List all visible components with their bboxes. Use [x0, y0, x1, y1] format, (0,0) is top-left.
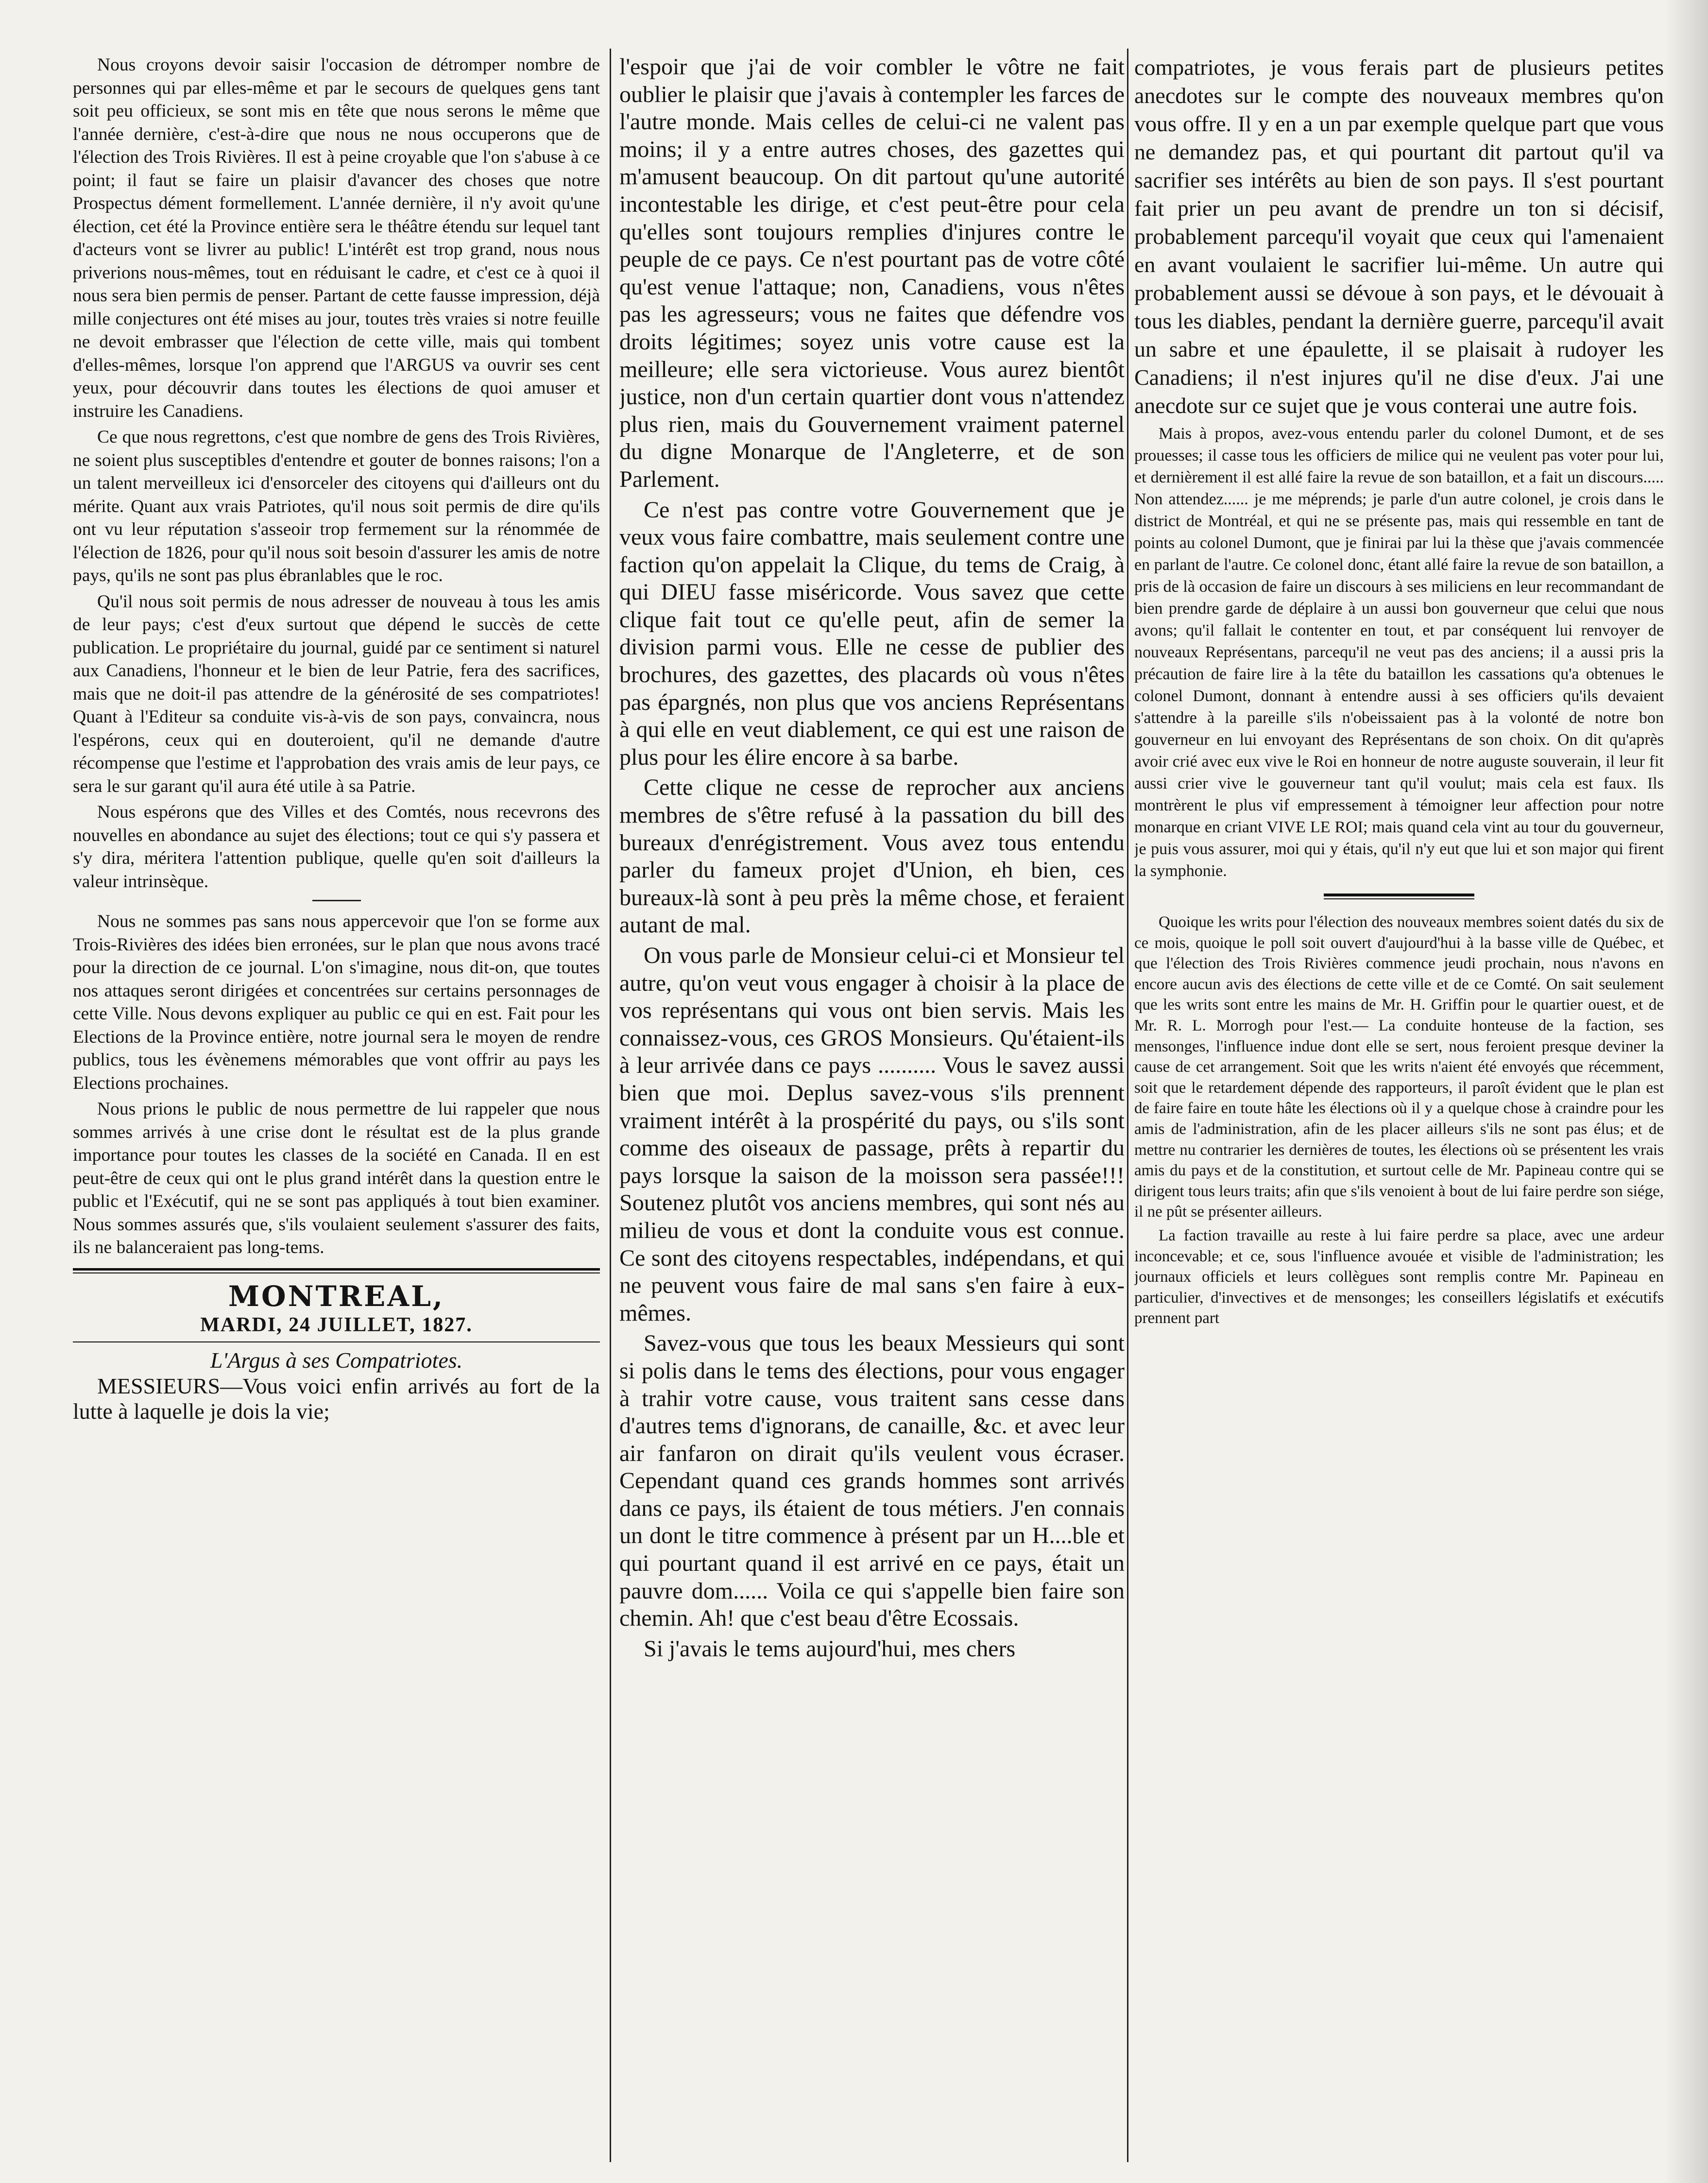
- article-paragraph: La faction travaille au reste à lui faire perdre sa place, avec une ardeur inconcevable; et ce, sous l'influence avouée et visible de l'administration; les journaux officiels et leurs collègues sont remplis contre Mr. Papineau en particulier, d'invectives et de mensonges; les conseillers législatifs et exécutifs prennent part: [1134, 1226, 1664, 1327]
- column-right: [1134, 53, 1664, 2157]
- column-left: [73, 53, 600, 2157]
- article-paragraph: On vous parle de Monsieur celui-ci et Monsieur tel autre, qu'on veut vous engager à choisir à la place de vos représentans qui vous ont bien servis. Mais les connaissez-vous, ces GROS Monsieurs. Qu'étaient-ils à leur arrivée dans ce pays .......... Vous le savez aussi bien que moi. Deplus savez-vous s'ils prennent vraiment intérêt à la prospérité du pays, ou s'ils sont comme des oiseaux de passage, prêts à repartir du pays lorsque la saison de la moisson sera passée!!! Soutenez plutôt vos anciens membres, qui sont nés au milieu de vous et dont la conduite vous est connue. Ce sont des citoyens respectables, indépendans, et qui ne peuvent vous faire de mal sans s'en faire à eux-mêmes.: [619, 943, 1125, 1326]
- masthead-title: MONTREAL,: [228, 1279, 445, 1313]
- article-paragraph: Nous ne sommes pas sans nous appercevoir que l'on se forme aux Trois-Rivières des idées bien erronées, sur le plan que nous avons tracé pour la direction de ce journal. L'on s'imagine, nous dit-on, que toutes nos attaques seront dirigées et concentrées sur certains personnages de cette Ville. Nous devons expliquer au public ce qui en est. Fait pour les Elections de la Province entière, notre journal sera le moyen de rendre publics, tous les évènemens mémorables que vont offrir au pays les Elections prochaines.: [73, 911, 600, 1093]
- article-paragraph: Savez-vous que tous les beaux Messieurs qui sont si polis dans le tems des élections, pour vous engager à trahir votre cause, vous traitent sans cesse dans d'autres tems d'ignorans, de canaille, &c. et avec leur air fanfaron on dirait qu'ils veulent vous écraser. Cependant quand ces grands hommes sont arrivés dans ce pays, ils étaient de tous métiers. J'en connais un dont le titre commence à présent par un H....ble et qui pourtant quand il est arrivé en ce pays, était un pauvre dom...... Voila ce qui s'appelle bien faire son chemin. Ah! que c'est beau d'être Ecossais.: [619, 1330, 1125, 1632]
- article-paragraph: Mais à propos, avez-vous entendu parler du colonel Dumont, et de ses prouesses; il casse tous les officiers de milice qui ne veulent pas voter pour lui, et dernièrement il est allé faire la revue de son bataillon, et a fait un discours..... Non attendez...... je me méprends; je parle d'un autre colonel, je crois dans le district de Montréal, et qui ne se présente pas, mais qui ressemble en tant de points au colonel Dumont, que je finirai par lui la thèse que j'avais commencée en parlant de l'autre. Ce colonel donc, étant allé faire la revue de son bataillon, a pris de là occasion de faire un discours à ses miliciens en leur recommandant de bien prendre garde de déplaire à un aussi bon gouverneur que celui que nous avons; qu'il fallait le contenter en tout, et par conséquent lui renvoyer de nouveaux Représentans, parcequ'il ne veut pas des anciens; il a aussi pris la précaution de faire lire à la tête du bataillon les cassations qu'a obtenues le colonel Dumont, donnant à entendre aussi à ses officiers qu'ils devaient s'attendre à la pareille s'ils n'obeissaient pas à la volonté de notre bon gouverneur en lui envoyant des Représentans de son choix. On dit qu'après avoir crié avec eux vive le Roi en honneur de notre auguste souverain, il leur fit aussi crier vive le gouverneur tant qu'il voulut; mais cela est faux. Ils montrèrent le plus vif empressement à témoigner leur affection pour notre monarque en criant VIVE LE ROI; mais quand cela vint au tour du gouverneur, je puis vous assurer, moi qui y étais, qu'il n'y eut que lui et son major qui firent la symphonie.: [1134, 425, 1664, 880]
- article-paragraph: Qu'il nous soit permis de nous adresser de nouveau à tous les amis de leur pays; c'est d'eux surtout que dépend le succès de cette publication. Le propriétaire du journal, guidé par ce sentiment si naturel aux Canadiens, l'honneur et le bien de leur Patrie, fera des sacrifices, mais que ne doit-il pas attendre de la générosité de ses compatriotes! Quant à l'Editeur sa conduite vis-à-vis de son pays, convaincra, nous l'espérons, ceux qui en douteroient, qu'il ne demande d'autre récompense que l'estime et l'approbation des vrais amis de leur pays, ce sera le sur garant qu'il aura été utile à sa Patrie.: [73, 591, 600, 796]
- section-divider: [1324, 894, 1474, 899]
- article-paragraph: Nous espérons que des Villes et des Comtés, nous recevrons des nouvelles en abondance au sujet des élections; tout ce qui s'y passera et s'y dira, méritera l'attention publique, quelle qu'en soit d'ailleurs la valeur intrinsèque.: [73, 802, 600, 892]
- article-paragraph: Ce n'est pas contre votre Gouvernement que je veux vous faire combattre, mais seulement contre une faction qu'on appelait la Clique, du tems de Craig, à qui DIEU fasse miséricorde. Vous savez que cette clique fait tout ce qu'elle peut, afin de semer la division parmi vous. Elle ne cesse de publier des brochures, des gazettes, des placards où vous n'êtes pas épargnés, non plus que vos anciens Représentans à qui elle en veut diablement, ce qui est une raison de plus pour les élire encore à sa barbe.: [619, 497, 1125, 770]
- column-rule: [1127, 49, 1128, 2162]
- section-heading: L'Argus à ses Compatriotes.: [210, 1347, 463, 1373]
- article-paragraph: l'espoir que j'ai de voir combler le vôtre ne fait oublier le plaisir que j'avais à contempler les farces de l'autre monde. Mais celles de celui-ci ne valent pas moins; il y a entre autres choses, des gazettes qui m'amusent beaucoup. On dit partout qu'une autorité incontestable les dirige, et c'est peut-être pour cela qu'elles sont toujours remplies d'injures contre le peuple de ce pays. Ce n'est pourtant pas de votre côté qu'est venue l'attaque; non, Canadiens, vous n'êtes pas les agresseurs; vous ne faites que défendre vos droits légitimes; soyez unis votre cause est la meilleure; elle sera victorieuse. Vous aurez bientôt justice, non d'un certain quartier dont vous n'attendez plus rien, mais du Gouvernement vraiment paternel du digne Monarque de l'Angleterre, et de son Parlement.: [619, 54, 1125, 492]
- article-paragraph: Si j'avais le tems aujourd'hui, mes chers: [644, 1635, 1016, 1662]
- dateline-rule: [73, 1341, 600, 1342]
- article-paragraph: MESSIEURS—Vous voici enfin arrivés au fort de la lutte à laquelle je dois la vie;: [73, 1373, 600, 1424]
- article-paragraph: Nous croyons devoir saisir l'occasion de détromper nombre de personnes qui par elles-même et par le secours de quelques gens tant soit peu officieux, se sont mis en tête que nous serons le même que l'année dernière, c'est-à-dire que nous ne nous occuperons que de l'élection des Trois Rivières. Il est à peine croyable que l'on s'abuse à ce point; il faut se faire un plaisir d'avancer des choses que notre Prospectus dément formellement. L'année dernière, il n'y avoit qu'une élection, cet été la Province entière sera le théâtre étendu sur lequel tant d'acteurs vont se livrer au public! L'intérêt est trop grand, nous nous priverions nous-mêmes, tout en réduisant le cadre, et c'est ce à quoi il nous sera bien permis de penser. Partant de cette fausse impression, déjà mille conjectures ont été mises au jour, toutes très vraies si notre feuille ne devoit embrasser que l'élection de cette ville, mais qui tombent d'elles-mêmes, lorsque l'on apprend que l'ARGUS va ouvrir ses cent yeux, pour découvrir dans toutes les élections de quoi amuser et instruire les Canadiens.: [73, 55, 600, 421]
- column-middle: [619, 53, 1125, 2157]
- masthead-rule: [73, 1268, 600, 1273]
- article-paragraph: compatriotes, je vous ferais part de plusieurs petites anecdotes sur le compte des nouveaux membres qu'on vous offre. Il y en a un par exemple quelque part que vous ne demandez pas, et qui pourtant dit partout qu'il va sacrifier ses intérêts au bien de son pays. Il s'est pourtant fait prier un peu avant de prendre un ton si décisif, probablement parcequ'il voyait que ceux qui l'amenaient en avant voulaient le sacrifier lui-même. Un autre qui probablement aussi se dévoue à son pays, et le dévouait à tous les diables, pendant la dernière guerre, parcequ'il avait un sabre et une épaulette, il se plaisait à rudoyer les Canadiens; il n'est injures qu'il ne dise d'eux. J'ai une anecdote sur ce sujet que je vous conterai une autre fois.: [1134, 55, 1664, 418]
- section-divider: [312, 900, 361, 901]
- article-paragraph: Quoique les writs pour l'élection des nouveaux membres soient datés du six de ce mois, quoique le poll soit ouvert d'aujourd'hui à la basse ville de Québec, et que l'élection des Trois Rivières commence jeudi prochain, nous n'avons en encore aucun avis des élections de cette ville et de ce Comté. On sait seulement que les writs sont entre les mains de Mr. H. Griffin pour le quartier ouest, et de Mr. R. L. Morrogh pour l'est.— La conduite honteuse de la faction, ses mensonges, l'influence indue dont elle se sert, nous feroient presque deviner la cause de cet arrangement. Soit que les writs n'aient été envoyés que récemment, soit que le retardement dépende des rapporteurs, il paroît évident que le plan est de faire faire en toute hâte les élections où il y a quelque chose à craindre pour les amis de l'administration, afin de les placer ailleurs s'ils ne sont pas élus; et de mettre nu contrarier les dernières de toutes, les élections où se présentent les vrais amis du pays et de la constitution, et surtout celle de Mr. Papineau contre qui se dirigent tous leurs traits; afin que s'ils venoient à bout de lui faire perdre son siége, il ne pût se présenter ailleurs.: [1134, 913, 1664, 1221]
- column-rule: [610, 49, 611, 2162]
- dateline: MARDI, 24 JUILLET, 1827.: [200, 1313, 473, 1336]
- article-paragraph: Ce que nous regrettons, c'est que nombre de gens des Trois Rivières, ne soient plus susceptibles d'entendre et gouter de bonnes raisons; l'on a un talent merveilleux ici d'ensorceler des citoyens qui d'ailleurs ont du mérite. Quant aux vrais Patriotes, qu'il nous soit permis de dire qu'ils ont vu leur réputation s'asseoir trop fermement sur la rénommée de l'élection de 1826, pour qu'il nous soit besoin d'assurer les amis de notre pays, qu'ils ne sont pas plus ébranlables que le roc.: [73, 427, 600, 585]
- article-paragraph: Cette clique ne cesse de reprocher aux anciens membres de s'être refusé à la passation du bill des bureaux d'enrégistrement. Vous avez tous entendu parler du fameux projet d'Union, eh bien, ces bureaux-là sont à peu près la même chose, et feraient autant de mal.: [619, 774, 1125, 938]
- page-edge-shadow: [1664, 0, 1708, 2183]
- article-paragraph: Nous prions le public de nous permettre de lui rappeler que nous sommes arrivés à une crise dont le résultat est de la plus grande importance pour toutes les classes de la société en Canada. Il en est peut-être de ceux qui ont le plus grand intérêt dans la question entre le public et l'Exécutif, qui ne se sont pas appliqués à tout bien examiner. Nous sommes assurés que, s'ils voulaient seulement s'assurer des faits, ils ne balanceraient pas long-tems.: [73, 1099, 600, 1257]
